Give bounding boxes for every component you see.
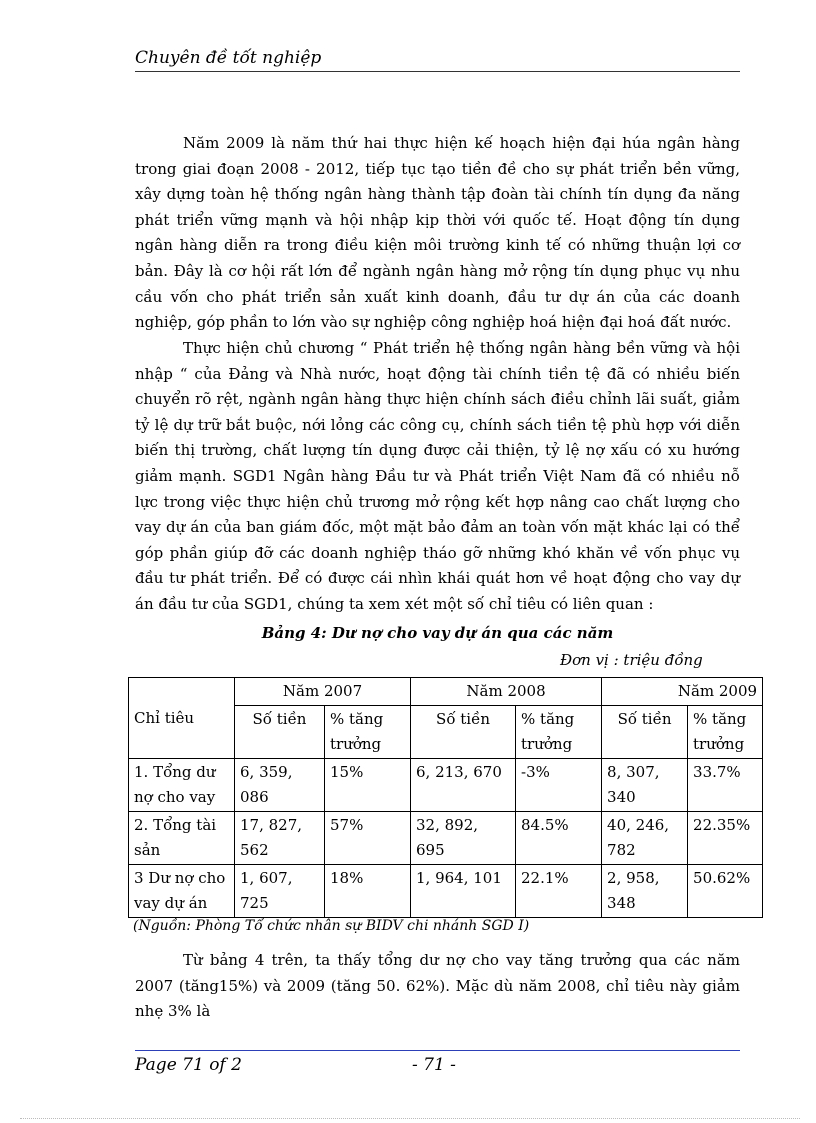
cell-growth-2009: 50.62%: [688, 865, 763, 918]
cell-amount-2008: 32, 892, 695: [411, 812, 516, 865]
cell-growth-2008: -3%: [516, 759, 602, 812]
table-unit: Đơn vị : triệu đồng: [560, 651, 703, 669]
loan-table: [128, 677, 763, 918]
footer-rule: [135, 1050, 740, 1051]
table-source: (Nguồn: Phòng Tổ chức nhân sự BIDV chi nhánh SGD I): [133, 918, 530, 934]
header-year-2009: Năm 2009: [602, 678, 763, 706]
cell-growth-2008: 22.1%: [516, 865, 602, 918]
table-header-row-1: [129, 678, 763, 706]
cell-amount-2008: 6, 213, 670: [411, 759, 516, 812]
row-label: 3 Dư nợ cho vay dự án: [129, 865, 235, 918]
cell-amount-2007: 6, 359, 086: [235, 759, 325, 812]
table-row: [129, 865, 763, 918]
header-growth: % tăng trưởng: [516, 706, 602, 759]
page-bottom-edge: [20, 1118, 800, 1119]
cell-amount-2009: 40, 246, 782: [602, 812, 688, 865]
cell-growth-2009: 22.35%: [688, 812, 763, 865]
cell-amount-2008: 1, 964, 101: [411, 865, 516, 918]
paragraph-3: Từ bảng 4 trên, ta thấy tổng dư nợ cho vay tăng trưởng qua các năm 2007 (tăng15%) và 2009 (tăng 50. 62%). Mặc dù năm 2008, chỉ tiêu này giảm nhẹ 3% là: [135, 951, 740, 1021]
cell-amount-2009: 2, 958, 348: [602, 865, 688, 918]
paragraph-1: Năm 2009 là năm thứ hai thực hiện kế hoạch hiện đại húa ngân hàng trong giai đoạn 2008 - 2012, tiếp tục tạo tiền đề cho sự phát triển bền vững, xây dựng toàn hệ thống ngân hàng thành tập đoàn tài chính tín dụng đa năng phát triển vững mạnh và hội nhập kịp thời với quốc tế. Hoạt động tín dụng ngân hàng diễn ra trong điều kiện môi trường kinh tế có những thuận lợi cơ bản. Đây là cơ hội rất lớn để ngành ngân hàng mở rộng tín dụng phục vụ nhu cầu vốn cho phát triển sản xuất kinh doanh, đầu tư dự án của các doanh nghiệp, góp phần to lớn vào sự nghiệp công nghiệp hoá hiện đại hoá đất nước.: [135, 134, 740, 332]
header-growth: % tăng trưởng: [325, 706, 411, 759]
cell-growth-2007: 15%: [325, 759, 411, 812]
table-row: [129, 812, 763, 865]
paragraph-2: Thực hiện chủ chương “ Phát triển hệ thống ngân hàng bền vững và hội nhập “ của Đảng và Nhà nước, hoạt động tài chính tiền tệ đã có nhiều biến chuyển rõ rệt, ngành ngân hàng thực hiện chính sách điều chỉnh lãi suất, giảm tỷ lệ dự trữ bắt buộc, nới lỏng các công cụ, chính sách tiền tệ phù hợp với diễn biến thị trường, chất lượng tín dụng được cải thiện, tỷ lệ nợ xấu có xu hướng giảm mạnh. SGD1 Ngân hàng Đầu tư và Phát triển Việt Nam đã có nhiều nỗ lực trong việc thực hiện chủ trương mở rộng kết hợp nâng cao chất lượng cho vay dự án của ban giám đốc, một mặt bảo đảm an toàn vốn mặt khác lại có thể góp phần giúp đỡ các doanh nghiệp tháo gỡ những khó khăn về vốn phục vụ đầu tư phát triển. Để có được cái nhìn khái quát hơn về hoạt động cho vay dự án đầu tư của SGD1, chúng ta xem xét một số chỉ tiêu có liên quan :: [135, 339, 740, 613]
cell-amount-2009: 8, 307, 340: [602, 759, 688, 812]
header-amount: Số tiền: [411, 706, 516, 759]
row-label: 1. Tổng dư nợ cho vay: [129, 759, 235, 812]
cell-growth-2009: 33.7%: [688, 759, 763, 812]
cell-growth-2008: 84.5%: [516, 812, 602, 865]
cell-amount-2007: 1, 607, 725: [235, 865, 325, 918]
header-amount: Số tiền: [235, 706, 325, 759]
header-amount: Số tiền: [602, 706, 688, 759]
footer-page-number: - 71 -: [412, 1055, 456, 1075]
cell-growth-2007: 57%: [325, 812, 411, 865]
header-growth: % tăng trưởng: [688, 706, 763, 759]
header-year-2008: Năm 2008: [411, 678, 602, 706]
row-label: 2. Tổng tài sản: [129, 812, 235, 865]
table-title: Bảng 4: Dư nợ cho vay dự án qua các năm: [261, 624, 614, 642]
footer-page-label: Page 71 of 2: [135, 1055, 242, 1075]
page-header-title: Chuyên đề tốt nghiệp: [135, 48, 322, 68]
header-year-2007: Năm 2007: [235, 678, 411, 706]
table-row: [129, 759, 763, 812]
header-indicator: Chỉ tiêu: [129, 678, 235, 759]
cell-growth-2007: 18%: [325, 865, 411, 918]
cell-amount-2007: 17, 827, 562: [235, 812, 325, 865]
header-rule: [135, 71, 740, 72]
